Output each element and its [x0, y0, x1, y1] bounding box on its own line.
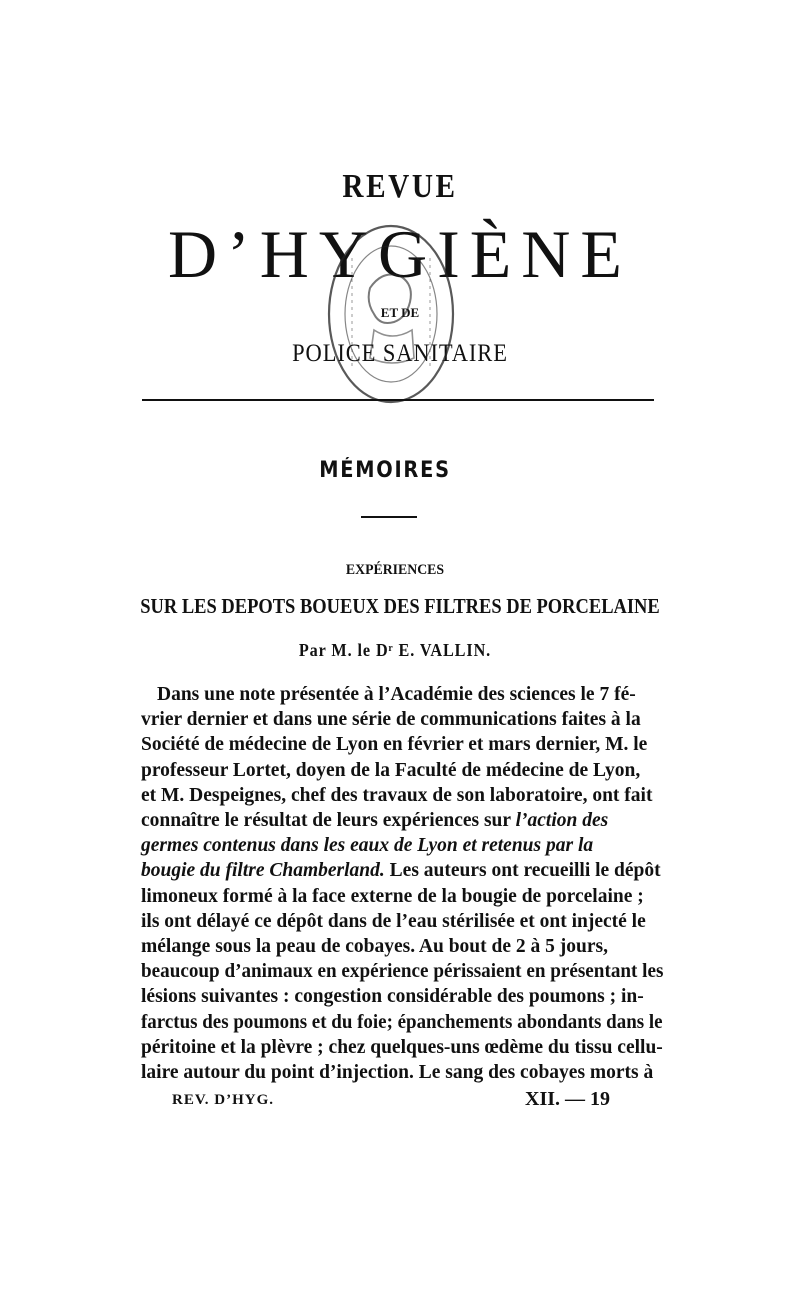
body-line-mixed — [141, 808, 663, 833]
body-line: vrier dernier et dans une série de communications faites à la — [141, 709, 641, 731]
body-line: Dans une note présentée à l’Académie des sciences le 7 fé- — [157, 684, 636, 705]
section-title: MÉMOIRES — [319, 458, 451, 483]
footer-sheet-number: XII. — 19 — [525, 1088, 611, 1110]
section-rule — [361, 516, 417, 518]
body-line: et M. Despeignes, chef des travaux de son laboratoire, ont fait — [141, 784, 653, 806]
article-author: Par M. le Dʳ E. VALLIN. — [298, 640, 492, 660]
footer-signature: REV. D’HYG. — [172, 1092, 274, 1108]
library-stamp-icon — [322, 218, 460, 410]
body-line: péritoine et la plèvre ; chez quelques-uns œdème du tissu cellu- — [141, 1036, 663, 1058]
article-body — [141, 682, 663, 1085]
masthead-rule — [142, 399, 654, 401]
body-line-roman: Les auteurs ont recueilli le dépôt — [389, 860, 661, 882]
body-line: mélange sous la peau de cobayes. Au bout de 2 à 5 jours, — [141, 936, 608, 958]
masthead-et-de: ET DE — [380, 305, 420, 320]
body-line: limoneux formé à la face externe de la bougie de porcelaine ; — [141, 885, 644, 907]
body-line: Société de médecine de Lyon en février et mars dernier, M. le — [141, 734, 648, 756]
body-line-roman: connaître le résultat de leurs expériences sur — [141, 810, 511, 832]
masthead-revue: REVUE — [342, 168, 458, 205]
body-line-italic: l’action des — [515, 810, 609, 832]
body-line: farctus des poumons et du foie; épanchements abondants dans le — [141, 1011, 663, 1033]
body-line: beaucoup d’animaux en expérience périssaient en présentant les — [141, 961, 664, 983]
body-line: laire autour du point d’injection. Le sang des cobayes morts à — [141, 1062, 654, 1084]
article-title: SUR LES DEPOTS BOUEUX DES FILTRES DE PORCELAINE — [140, 594, 660, 618]
body-line-italic: germes contenus dans les eaux de Lyon et retenus par la — [141, 835, 594, 857]
body-line-mixed — [141, 858, 663, 883]
body-line: professeur Lortet, doyen de la Faculté de médecine de Lyon, — [141, 759, 641, 781]
body-line: lésions suivantes : congestion considérable des poumons ; in- — [141, 986, 644, 1008]
body-line: ils ont délayé ce dépôt dans de l’eau stérilisée et ont injecté le — [141, 910, 646, 932]
masthead-subtitle: POLICE SANITAIRE — [292, 340, 508, 367]
body-line-italic-full — [141, 833, 663, 858]
article-kicker: EXPÉRIENCES — [345, 562, 445, 578]
body-line-italic: bougie du filtre Chamberland. — [141, 860, 385, 882]
masthead-title: D’HYGIÈNE — [168, 216, 632, 292]
